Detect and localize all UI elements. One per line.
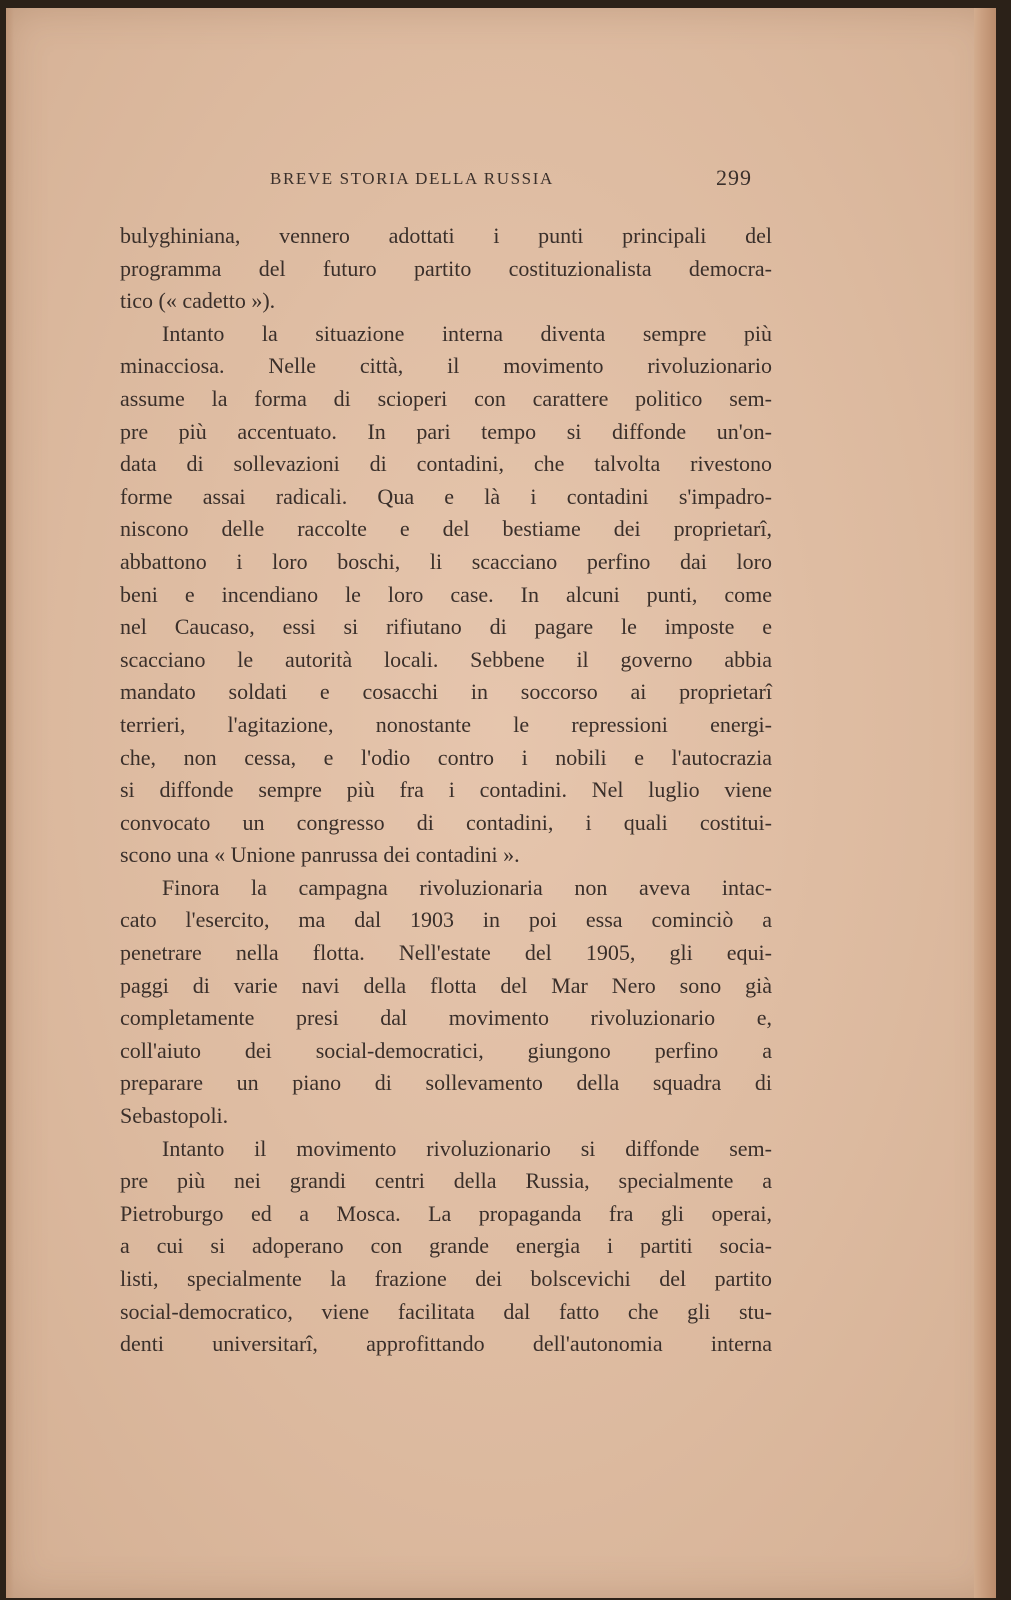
text-line: nel Caucaso, essi si rifiutano di pagare le imposte e: [120, 614, 772, 640]
text-line: niscono delle raccolte e del bestiame dei proprietarî,: [120, 516, 772, 542]
text-line: mandato soldati e cosacchi in soccorso ai proprietarî: [120, 679, 772, 705]
text-line: preparare un piano di sollevamento della squadra di: [120, 1070, 772, 1096]
text-line: pre più accentuato. In pari tempo si diffonde un'on-: [120, 418, 772, 444]
book-page: [6, 8, 996, 1598]
text-line: tico (« cadetto »).: [120, 288, 276, 314]
body-text: [120, 220, 772, 1361]
running-title: BREVE STORIA DELLA RUSSIA: [270, 169, 554, 188]
text-line: denti universitarî, approfittando dell'autonomia interna: [120, 1331, 772, 1357]
page-number: 299: [716, 165, 752, 190]
text-line: social-democratico, viene facilitata dal fatto che gli stu-: [120, 1298, 772, 1324]
page-right-edge: [974, 8, 996, 1598]
page-left-edge: [6, 8, 14, 1598]
text-line: penetrare nella flotta. Nell'estate del 1905, gli equi-: [120, 940, 772, 966]
text-line: forme assai radicali. Qua e là i contadini s'impadro-: [120, 483, 772, 509]
text-line: convocato un congresso di contadini, i quali costitui-: [120, 809, 772, 835]
text-line: Intanto la situazione interna diventa sempre più: [162, 320, 772, 346]
text-line: paggi di varie navi della flotta del Mar Nero sono già: [120, 972, 772, 998]
text-line: bulyghiniana, vennero adottati i punti principali del: [120, 223, 772, 248]
text-line: assume la forma di scioperi con carattere politico sem-: [120, 385, 772, 411]
text-line: cato l'esercito, ma dal 1903 in poi essa cominciò a: [120, 907, 772, 933]
text-line: Sebastopoli.: [120, 1103, 229, 1129]
text-line: che, non cessa, e l'odio contro i nobili e l'autocrazia: [120, 744, 772, 770]
text-line: listi, specialmente la frazione dei bolscevichi del partito: [120, 1266, 772, 1291]
text-line: Intanto il movimento rivoluzionario si diffonde sem-: [162, 1135, 772, 1161]
text-line: terrieri, l'agitazione, nonostante le repressioni energi-: [120, 711, 772, 737]
page-header: [260, 163, 760, 197]
text-line: completamente presi dal movimento rivoluzionario e,: [120, 1005, 772, 1031]
text-line: si diffonde sempre più fra i contadini. Nel luglio viene: [120, 777, 772, 803]
text-line: data di sollevazioni di contadini, che talvolta rivestono: [120, 451, 772, 477]
text-line: minacciosa. Nelle città, il movimento rivoluzionario: [120, 353, 772, 379]
text-line: scono una « Unione panrussa dei contadini ».: [120, 842, 520, 868]
text-line: Finora la campagna rivoluzionaria non aveva intac-: [162, 874, 772, 900]
text-line: a cui si adoperano con grande energia i partiti socia-: [120, 1233, 772, 1259]
text-line: programma del futuro partito costituzionalista democra-: [120, 255, 772, 281]
text-line: beni e incendiano le loro case. In alcuni punti, come: [120, 581, 772, 607]
text-line: Pietroburgo ed a Mosca. La propaganda fra gli operai,: [120, 1200, 772, 1226]
text-line: abbattono i loro boschi, li scacciano perfino dai loro: [120, 548, 772, 574]
text-line: pre più nei grandi centri della Russia, specialmente a: [120, 1168, 772, 1194]
text-line: coll'aiuto dei social-democratici, giungono perfino a: [120, 1037, 772, 1063]
text-line: scacciano le autorità locali. Sebbene il governo abbia: [120, 646, 772, 672]
